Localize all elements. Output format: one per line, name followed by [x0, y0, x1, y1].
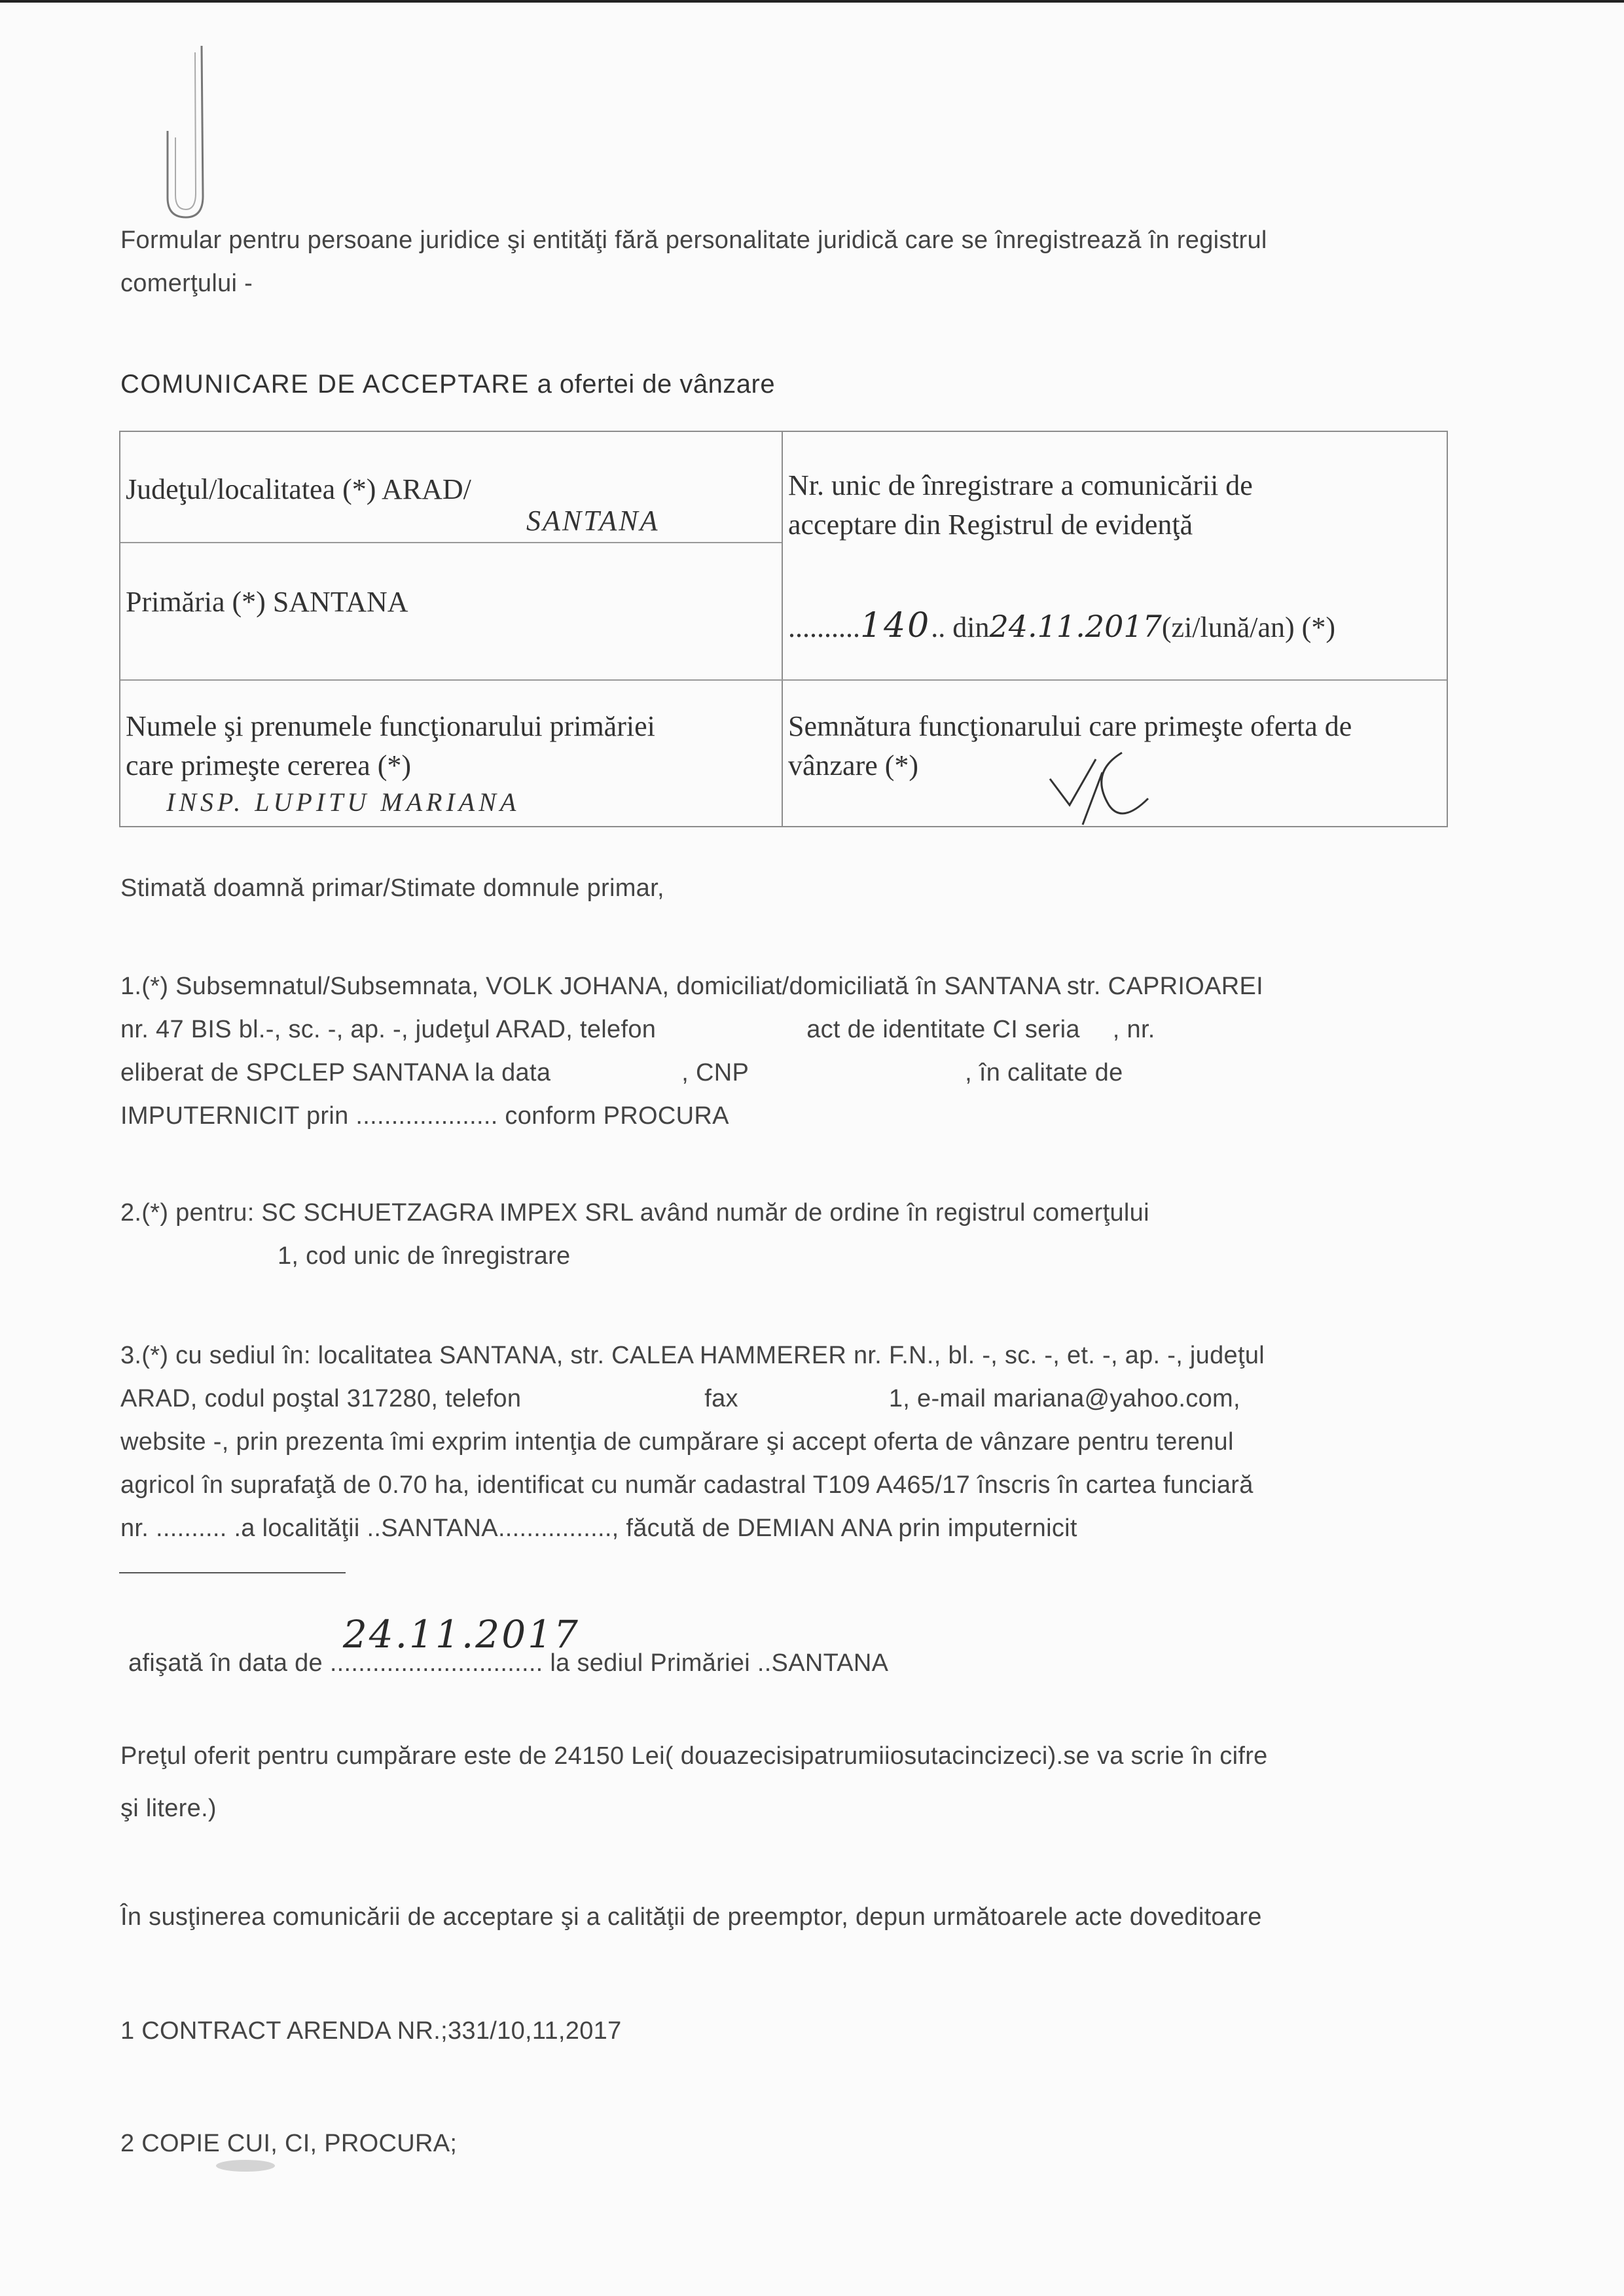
paper-clip-icon	[156, 46, 215, 223]
section3-line-3: website -, prin prezenta îmi exprim intenţia de cumpărare şi accept oferta de vânzare pentru terenul	[120, 1428, 1234, 1456]
officer-signature-icon	[1024, 733, 1168, 831]
section1-cnp-label: , CNP	[681, 1059, 749, 1086]
county-label: Judeţul/localitatea (*) ARAD/	[126, 473, 471, 505]
section3-line-5: nr. .......... .a localităţii ..SANTANA................, făcută de DEMIAN ANA prin imputernicit	[120, 1515, 1077, 1542]
table-divider-row	[120, 679, 1447, 681]
section1-id-label: act de identitate CI seria	[806, 1016, 1080, 1043]
footnote-separator	[119, 1572, 346, 1573]
intro-line-1: Formular pentru persoane juridice şi entităţi fără personalitate juridică care se înregistrează în registrul	[120, 226, 1267, 254]
reg-number-prefix: ..........	[788, 611, 860, 643]
registration-table	[119, 431, 1448, 827]
reg-date-handwritten: 24.11.2017	[989, 609, 1162, 644]
section2-line-2: 1, cod unic de înregistrare	[278, 1242, 571, 1270]
section1-line-4: IMPUTERNICIT prin .................... conform PROCURA	[120, 1102, 729, 1130]
supporting-doc-2: 2 COPIE CUI, CI, PROCURA;	[120, 2130, 458, 2157]
title-main: COMUNICARE DE ACCEPTARE	[120, 370, 530, 399]
section1-capacity-label: , în calitate de	[965, 1059, 1123, 1086]
registration-label-line-1: Nr. unic de înregistrare a comunicării de	[788, 469, 1253, 501]
reg-number-suffix: .. din	[931, 611, 990, 643]
posted-suffix: la sediul Primăriei ..SANTANA	[543, 1649, 889, 1677]
officer-label-line-2: care primeşte cererea (*)	[126, 749, 412, 781]
signature-label-line-2: vânzare (*)	[788, 749, 919, 781]
registration-label-line-2: acceptare din Registrul de evidenţă	[788, 509, 1193, 541]
section1-line-3	[120, 1051, 1456, 1094]
section3-line-1: 3.(*) cu sediul în: localitatea SANTANA, str. CALEA HAMMERER nr. F.N., bl. -, sc. -, et. -, ap. -, judeţul	[120, 1342, 1265, 1369]
supporting-doc-1: 1 CONTRACT ARENDA NR.;331/10,11,2017	[120, 2017, 622, 2045]
document-title	[120, 363, 1456, 406]
county-handwritten: SANTANA	[526, 505, 660, 537]
officer-label-line-1: Numele şi prenumele funcţionarului primăriei	[126, 710, 655, 742]
posted-date-line	[128, 1612, 1464, 1685]
section3-line-2	[120, 1377, 1456, 1420]
title-rest: a ofertei de vânzare	[529, 370, 776, 399]
registration-number-row	[788, 606, 1335, 647]
price-line-2: şi litere.)	[120, 1795, 217, 1822]
salutation: Stimată doamnă primar/Stimate domnule primar,	[120, 874, 664, 902]
price-line-1: Preţul oferit pentru cumpărare este de 24150 Lei( douazecisipatrumiiosutacincizeci).se va scrie în cifre	[120, 1742, 1268, 1770]
table-divider-vertical	[782, 432, 783, 826]
section1-id-nr-label: , nr.	[1112, 1016, 1155, 1043]
section1-line-2	[120, 1008, 1456, 1051]
posted-date-handwritten: 24.11.2017	[342, 1612, 580, 1657]
section3-postal-label: ARAD, codul poştal 317280, telefon	[120, 1385, 522, 1412]
section1-line-1: 1.(*) Subsemnatul/Subsemnata, VOLK JOHANA, domiciliat/domiciliată în SANTANA str. CAPRIOAREI	[120, 973, 1263, 1000]
intro-line-2: comerţului -	[120, 270, 253, 297]
scan-smudge	[216, 2160, 275, 2172]
scan-top-border	[0, 0, 1624, 3]
posted-dots: ..............................	[329, 1649, 543, 1677]
reg-number-handwritten: 140	[860, 606, 931, 645]
section1-phone-label: nr. 47 BIS bl.-, sc. -, ap. -, judeţul ARAD, telefon	[120, 1016, 657, 1043]
section3-fax-label: fax	[704, 1385, 738, 1412]
signature-label-line-1: Semnătura funcţionarului care primeşte oferta de	[788, 710, 1352, 742]
section2-line-1: 2.(*) pentru: SC SCHUETZAGRA IMPEX SRL având număr de ordine în registrul comerţului	[120, 1199, 1149, 1227]
section3-email-label: 1, e-mail mariana@yahoo.com,	[888, 1385, 1240, 1412]
posted-prefix: afişată în data de	[128, 1649, 330, 1677]
officer-name-handwritten: INSP. LUPITU MARIANA	[166, 787, 520, 817]
section3-line-4: agricol în suprafaţă de 0.70 ha, identificat cu număr cadastral T109 A465/17 înscris în cartea funciară	[120, 1471, 1254, 1499]
supporting-docs-intro: În susţinerea comunicării de acceptare şi a calităţii de preemptor, depun următoarele acte doveditoare	[120, 1903, 1262, 1931]
reg-date-suffix: (zi/lună/an) (*)	[1161, 611, 1335, 643]
table-divider-left-1	[120, 542, 782, 543]
town-hall-label: Primăria (*) SANTANA	[126, 586, 408, 618]
section1-issued-label: eliberat de SPCLEP SANTANA la data	[120, 1059, 551, 1086]
